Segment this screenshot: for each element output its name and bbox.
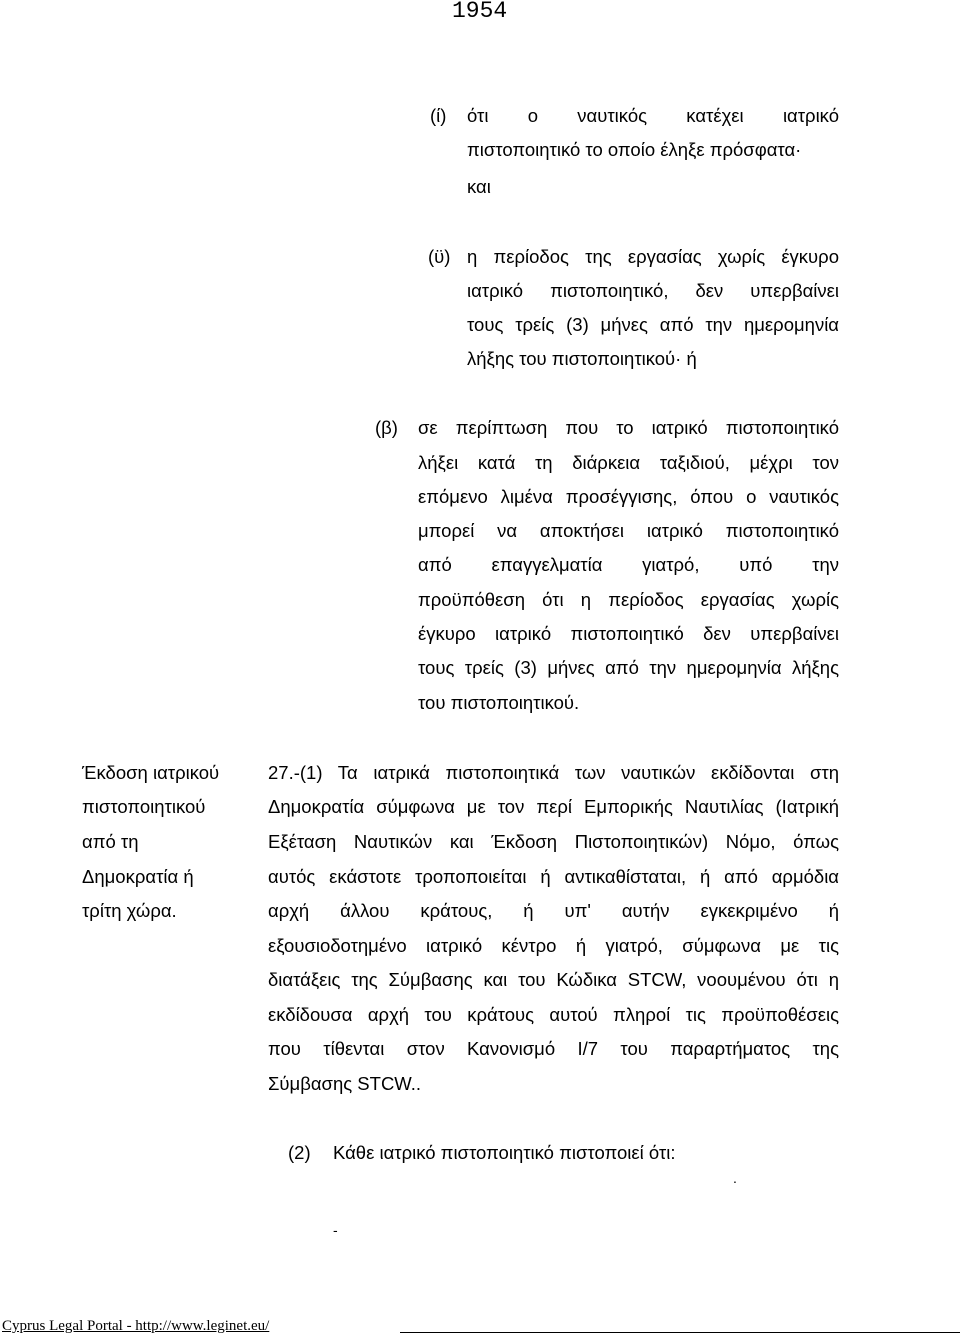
item-b-line: μπορεί να αποκτήσει ιατρικό πιστοποιητικό <box>418 520 839 541</box>
item-ii-line: τους τρείς (3) μήνες από την ημερομηνία <box>467 314 839 335</box>
item-b-line: επόμενο λιμένα προσέγγισης, όπου ο ναυτικός <box>418 486 839 507</box>
item-b-line: λήξει κατά τη διάρκεια ταξιδιού, μέχρι τον <box>418 452 839 473</box>
item-b-line: τους τρείς (3) μήνες από την ημερομηνία λήξης <box>418 657 839 678</box>
item-ii-line: λήξης του πιστοποιητικού· ή <box>467 348 697 369</box>
margin-note-line: Έκδοση ιατρικού <box>82 762 220 783</box>
section-27-line: 27.-(1) Τα ιατρικά πιστοποιητικά των ναυτικών εκδίδονται στη <box>268 762 839 783</box>
footer-rule <box>400 1332 960 1333</box>
margin-note-line: τρίτη χώρα. <box>82 900 177 921</box>
item-b-line: από επαγγελματία γιατρό, υπό την <box>418 554 839 575</box>
margin-note-line: πιστοποιητικού <box>82 796 206 817</box>
stray-mark: - <box>333 1222 338 1238</box>
item-b-line: έγκυρο ιατρικό πιστοποιητικό δεν υπερβαίνει <box>418 623 839 644</box>
item-ii-line: ιατρικό πιστοποιητικό, δεν υπερβαίνει <box>467 280 839 301</box>
section-27-line: που τίθενται στον Κανονισμό I/7 του παραρτήματος της <box>268 1038 839 1059</box>
item-ii-marker: (ϋ) <box>428 246 451 267</box>
item-ii-line: η περίοδος της εργασίας χωρίς έγκυρο <box>467 246 839 267</box>
subsection-2-marker: (2) <box>288 1142 311 1163</box>
section-27-line: Εξέταση Ναυτικών και Έκδοση Πιστοποιητικών) Νόμο, όπως <box>268 831 839 852</box>
subsection-2-text: Κάθε ιατρικό πιστοποιητικό πιστοποιεί ότι: <box>333 1142 676 1163</box>
item-i-marker: (ί) <box>430 105 447 126</box>
footer-link[interactable]: Cyprus Legal Portal - http://www.leginet.eu/ <box>2 1318 270 1334</box>
section-27-line: Δημοκρατία σύμφωνα με τον περί Εμπορικής Ναυτιλίας (Ιατρική <box>268 796 839 817</box>
section-27-line: Σύμβασης STCW.. <box>268 1073 422 1094</box>
item-b-line: προϋπόθεση ότι η περίοδος εργασίας χωρίς <box>418 589 839 610</box>
stray-mark: . <box>733 1170 737 1186</box>
item-i-line: και <box>467 176 491 197</box>
section-27-line: εκδίδουσα αρχή του κράτους αυτού πληροί τις προϋποθέσεις <box>268 1004 839 1025</box>
section-27-line: διατάξεις της Σύμβασης και του Κώδικα STCW, νοουμένου ότι η <box>268 969 839 990</box>
item-b-marker: (β) <box>375 417 398 438</box>
margin-note-line: Δημοκρατία ή <box>82 866 194 887</box>
item-b-line: σε περίπτωση που το ιατρικό πιστοποιητικό <box>418 417 839 438</box>
item-b-line: του πιστοποιητικού. <box>418 692 580 713</box>
page-number: 1954 <box>452 0 508 24</box>
item-i-line: πιστοποιητικό το οποίο έληξε πρόσφατα· <box>467 139 802 160</box>
item-i-line: ότι ο ναυτικός κατέχει ιατρικό <box>467 105 839 126</box>
section-27-line: εξουσιοδοτημένο ιατρικό κέντρο ή γιατρό, σύμφωνα με τις <box>268 935 839 956</box>
margin-note-line: από τη <box>82 831 139 852</box>
section-27-line: αυτός εκάστοτε τροποποιείται ή αντικαθίσταται, ή από αρμόδια <box>268 866 839 887</box>
section-27-line: αρχή άλλου κράτους, ή υπ' αυτήν εγκεκριμένο ή <box>268 900 839 921</box>
